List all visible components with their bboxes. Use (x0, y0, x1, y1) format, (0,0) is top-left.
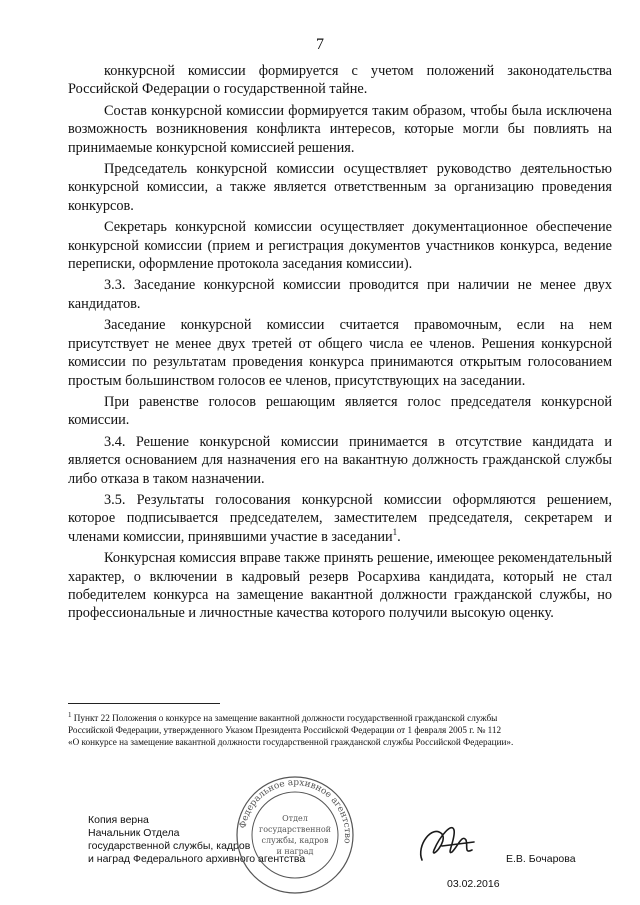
page-number: 7 (316, 36, 324, 53)
stamp-ring-text: Федеральное архивное агентство (238, 777, 353, 845)
paragraph: 3.3. Заседание конкурсной комиссии проводится при наличии не менее двух кандидатов. (68, 277, 612, 312)
certification-line: государственной службы, кадров (88, 840, 251, 852)
stamp-center-text: государственной (259, 825, 331, 834)
footnote-marker: 1 (68, 711, 72, 719)
paragraph: конкурсной комиссии формируется с учетом положений законодательства Российской Федерации о государственной тайне. (68, 63, 612, 98)
footnote-line-text: Пункт 22 Положения о конкурсе на замещение вакантной должности государственной гражданской службы (73, 713, 498, 724)
signer-name: Е.В. Бочарова (506, 853, 576, 865)
paragraph: Конкурсная комиссия вправе также принять решение, имеющее рекомендательный характер, о включении в кадровый резерв Росархива кандидата, который не стал победителем конкурса на замещение вакантной должности гражданской службы, но профессиональные и личностные качества которого получили высокую оценку. (68, 550, 612, 622)
paragraph: Заседание конкурсной комиссии считается правомочным, если на нем присутствует не менее двух третей от общего числа ее членов. Решения конкурсной комиссии по результатам проведения конкурса принимаются открытым голосованием простым большинством голосов ее членов, присутствующих на заседании. (68, 317, 612, 389)
footnote-line: «О конкурсе на замещение вакантной должности государственной гражданской службы Российской Федерации». (68, 737, 514, 748)
paragraph: Председатель конкурсной комиссии осуществляет руководство деятельностью конкурсной комиссии, а также является ответственным за организацию проведения конкурсов. (68, 161, 612, 214)
paragraph: Состав конкурсной комиссии формируется таким образом, чтобы была исключена возможность возникновения конфликта интересов, которые могли бы повлиять на принимаемые конкурсной комиссией решения. (68, 102, 612, 156)
footnote-divider (68, 703, 220, 704)
footnote-line (68, 709, 612, 724)
official-stamp (232, 776, 358, 894)
certification-date: 03.02.2016 (447, 878, 500, 890)
stamp-center-text: Отдел (282, 814, 308, 823)
certification-line: и наград Федерального архивного агентства (88, 853, 306, 865)
paragraph: Секретарь конкурсной комиссии осуществляет документационное обеспечение конкурсной комиссии (прием и регистрация документов участников конкурса, ведение переписки, оформление протокола заседания комиссии). (68, 219, 612, 273)
paragraph-text: 3.5. Результаты голосования конкурсной комиссии оформляются решением, которое подписывается председателем, заместителем председателя, секретарем и членами комиссии, принявшими участие в заседании (68, 491, 612, 545)
paragraph: 3.4. Решение конкурсной комиссии принимается в отсутствие кандидата и является основанием для назначения его на вакантную должность гражданской службы либо отказа в таком назначении. (68, 433, 612, 487)
footnote-line: Российской Федерации, утвержденного Указом Президента Российской Федерации от 1 февраля 2005 г. № 112 (68, 725, 502, 736)
stamp-center-text: и наград (276, 847, 314, 856)
stamp-center-text: службы, кадров (261, 836, 329, 845)
certification-line: Начальник Отдела (88, 827, 180, 839)
certification-line: Копия верна (88, 814, 149, 826)
document-body (68, 62, 612, 626)
handwritten-signature (412, 816, 482, 872)
paragraph: При равенстве голосов решающим является голос председателя конкурсной комиссии. (68, 393, 612, 429)
footnote-reference[interactable]: 1 (392, 526, 398, 537)
footnote (68, 709, 612, 749)
paragraph-with-footnote: 3.5. Результаты голосования конкурсной комиссии оформляются решением, которое подписывается председателем, заместителем председателя, секретарем и членами комиссии, принявшими участие в заседании$^1$. (68, 491, 612, 545)
